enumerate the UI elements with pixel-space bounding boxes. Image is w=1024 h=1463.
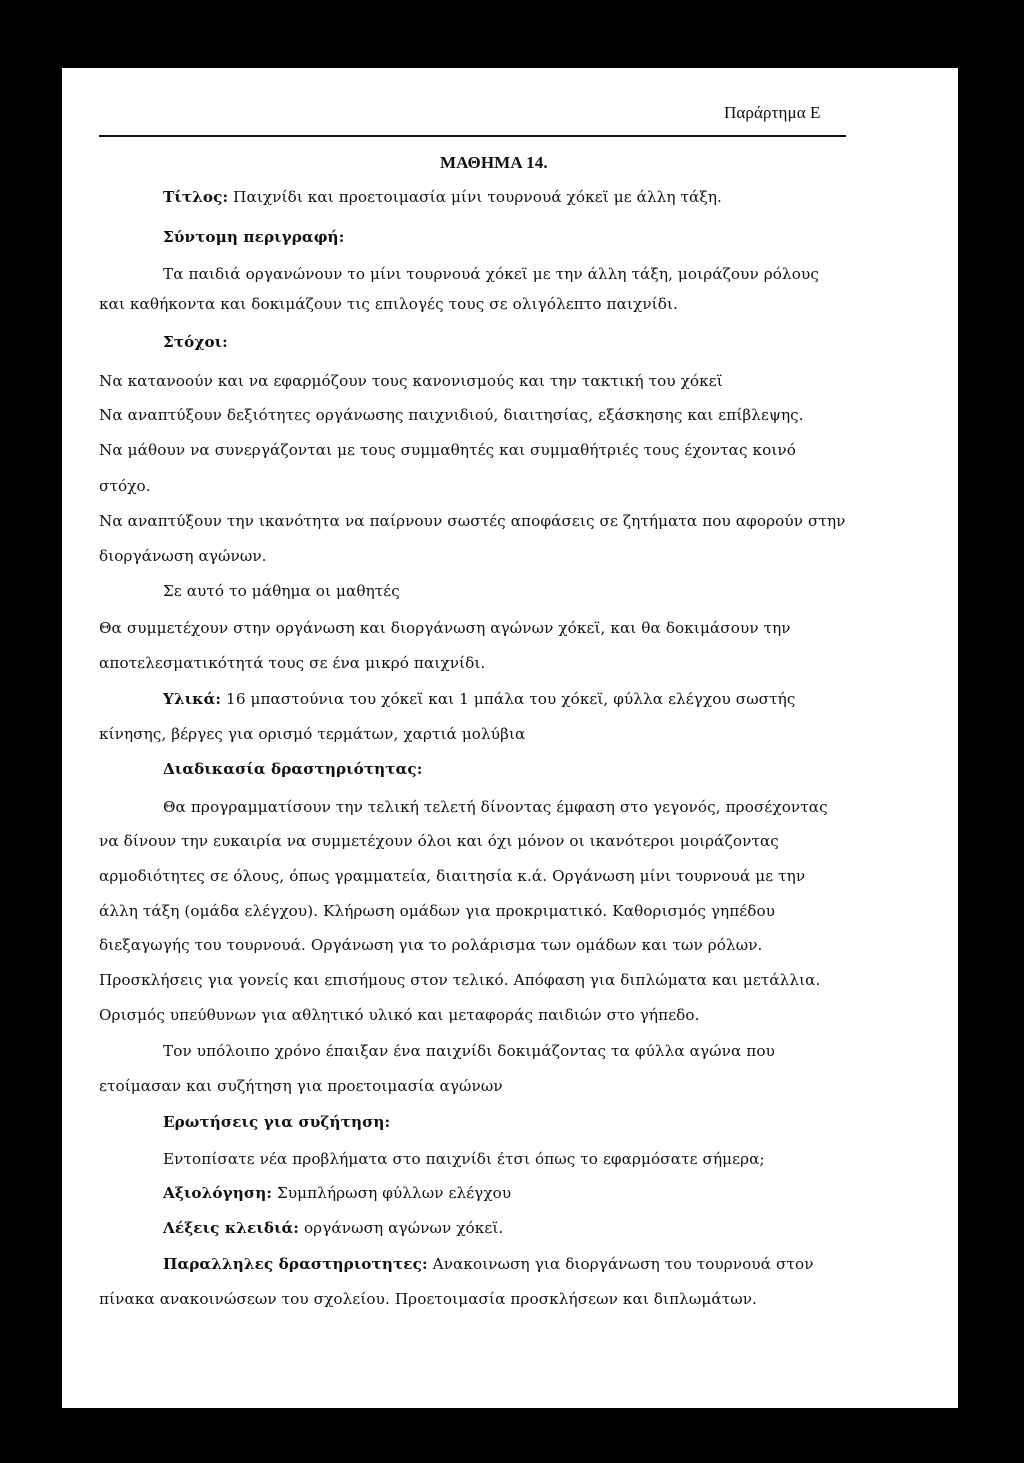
questions-heading: Ερωτήσεις για συζήτηση:: [163, 1113, 391, 1131]
title-text: Παιχνίδι και προετοιμασία μίνι τουρνουά χόκεϊ με άλλη τάξη.: [228, 188, 722, 206]
lesson-title: ΜΑΘΗΜΑ 14.: [440, 153, 548, 172]
parallel-line-2: πίνακα ανακοινώσεων του σχολείου. Προετοιμασία προσκλήσεων και διπλωμάτων.: [99, 1290, 757, 1308]
question-1: Εντοπίσατε νέα προβλήματα στο παιχνίδι έτσι όπως το εφαρμόσατε σήμερα;: [163, 1150, 765, 1168]
goal-2: Να αναπτύξουν δεξιότητες οργάνωσης παιχνιδιού, διαιτησίας, εξάσκησης και επίβλεψης.: [99, 406, 804, 424]
procedure-line-4: άλλη τάξη (ομάδα ελέγχου). Κλήρωση ομάδων για προκριματικό. Καθορισμός γηπέδου: [99, 902, 776, 920]
goal-1: Να κατανοούν και να εφαρμόζουν τους κανονισμούς και την τακτική του χόκεϊ: [99, 372, 723, 390]
goal-4-line-2: διοργάνωση αγώνων.: [99, 547, 267, 565]
materials-label: Υλικά:: [163, 690, 222, 708]
parallel-line-1: [163, 1254, 814, 1274]
procedure-line-8: Τον υπόλοιπο χρόνο έπαιξαν ένα παιχνίδι δοκιμάζοντας τα φύλλα αγώνα που: [163, 1042, 775, 1060]
evaluation-line: [163, 1183, 511, 1203]
description-line-2: και καθήκοντα και δοκιμάζουν τις επιλογές τους σε ολιγόλεπτο παιχνίδι.: [99, 295, 678, 313]
materials-line-1: [163, 689, 795, 709]
short-description-heading: Σύντομη περιγραφή:: [163, 228, 345, 246]
goal-3-line-1: Να μάθουν να συνεργάζονται με τους συμμαθητές και συμμαθήτριές τους έχοντας κοινό: [99, 441, 797, 459]
materials-text: 16 μπαστούνια του χόκεϊ και 1 μπάλα του χόκεϊ, φύλλα ελέγχου σωστής: [221, 690, 796, 708]
procedure-heading: Διαδικασία δραστηριότητας:: [163, 760, 423, 778]
procedure-line-2: να δίνουν την ευκαιρία να συμμετέχουν όλοι και όχι μόνον οι ικανότεροι μοιράζοντας: [99, 832, 779, 850]
evaluation-text: Συμπλήρωση φύλλων ελέγχου: [272, 1184, 512, 1202]
procedure-line-7: Ορισμός υπεύθυνων για αθλητικό υλικό και μεταφοράς παιδιών στο γήπεδο.: [99, 1006, 700, 1024]
goal-4-line-1: Να αναπτύξουν την ικανότητα να παίρνουν σωστές αποφάσεις σε ζητήματα που αφορούν στην: [99, 512, 846, 530]
goal-3-line-2: στόχο.: [99, 477, 151, 495]
procedure-line-5: διεξαγωγής του τουρνουά. Οργάνωση για το ρολάρισμα των ομάδων και των ρόλων.: [99, 936, 763, 954]
goals-heading: Στόχοι:: [163, 333, 228, 351]
lesson-line-2: αποτελεσματικότητά τους σε ένα μικρό παιχνίδι.: [99, 654, 486, 672]
lesson-intro: Σε αυτό το μάθημα οι μαθητές: [163, 582, 400, 600]
procedure-line-6: Προσκλήσεις για γονείς και επισήμους στον τελικό. Απόφαση για διπλώματα και μετάλλια.: [99, 971, 821, 989]
appendix-label: Παράρτημα Ε: [724, 103, 821, 122]
keywords-label: Λέξεις κλειδιά:: [163, 1219, 300, 1237]
procedure-line-9: ετοίμασαν και συζήτηση για προετοιμασία αγώνων: [99, 1077, 503, 1095]
procedure-line-3: αρμοδιότητες σε όλους, όπως γραμματεία, διαιτησία κ.ά. Οργάνωση μίνι τουρνουά με την: [99, 867, 806, 885]
keywords-text: οργάνωση αγώνων χόκεϊ.: [299, 1219, 504, 1237]
keywords-line: [163, 1218, 503, 1238]
parallel-text: Ανακοινωση για διοργάνωση του τουρνουά στον: [427, 1255, 814, 1273]
evaluation-label: Αξιολόγηση:: [163, 1184, 273, 1202]
procedure-line-1: Θα προγραμματίσουν την τελική τελετή δίνοντας έμφαση στο γεγονός, προσέχοντας: [163, 798, 828, 816]
description-line-1: Τα παιδιά οργανώνουν το μίνι τουρνουά χόκεϊ με την άλλη τάξη, μοιράζουν ρόλους: [163, 265, 819, 283]
title-line: [163, 187, 722, 207]
header-rule: [99, 135, 846, 137]
materials-line-2: κίνησης, βέργες για ορισμό τερμάτων, χαρτιά μολύβια: [99, 725, 526, 743]
lesson-line-1: Θα συμμετέχουν στην οργάνωση και διοργάνωση αγώνων χόκεϊ, και θα δοκιμάσουν την: [99, 619, 791, 637]
parallel-label: Παραλληλες δραστηριοτητες:: [163, 1255, 428, 1273]
title-label: Τίτλος:: [163, 188, 229, 206]
